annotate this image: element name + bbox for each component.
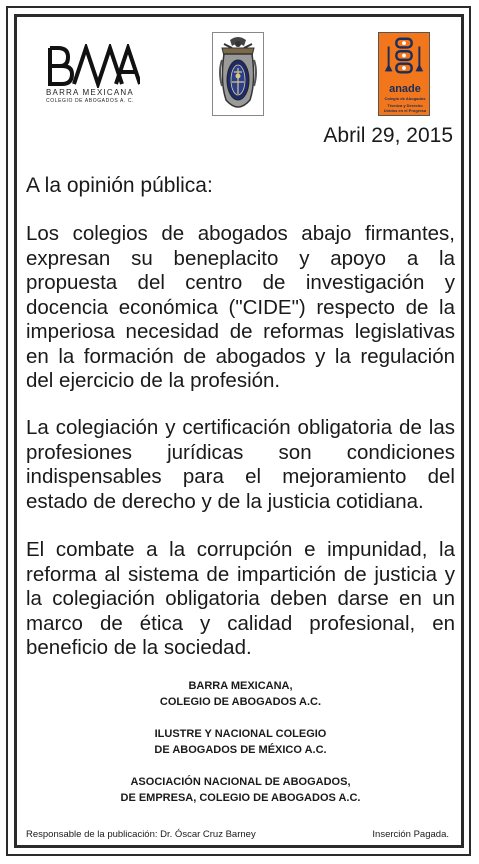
anade-chain-icon [379, 33, 429, 81]
anade-motto-1: Técnica y Derecho [387, 103, 423, 108]
signatory-incam [26, 726, 455, 758]
bma-subtitle: COLEGIO DE ABOGADOS A. C. [46, 98, 135, 104]
seal-icon [212, 32, 264, 116]
bma-monogram-icon [44, 44, 140, 88]
signatory-bma [26, 678, 455, 710]
signatory-line: ASOCIACIÓN NACIONAL DE ABOGADOS, [130, 776, 351, 788]
signatory-line: DE EMPRESA, COLEGIO DE ABOGADOS A.C. [120, 792, 361, 804]
bma-name: BARRA MEXICANA [46, 88, 134, 97]
signatory-line: COLEGIO DE ABOGADOS A.C. [159, 696, 322, 708]
salutation: A la opinión pública: [26, 174, 213, 197]
anade-logo [378, 32, 430, 116]
signatory-line: ILUSTRE Y NACIONAL COLEGIO [154, 728, 327, 740]
signatory-line: DE ABOGADOS DE MÉXICO A.C. [154, 744, 327, 756]
paragraph-3: El combate a la corrupción e impunidad, la reforma al sistema de impartición de justicia y la colegiación obligatoria deben darse en un marco de ética y calidad profesional, en beneficio de la sociedad. [26, 538, 455, 659]
anade-motto-2: Unidos en el Progreso [383, 108, 427, 113]
signatory-anade [26, 774, 455, 806]
paid-insertion-note: Inserción Pagada. [372, 829, 449, 840]
anade-name: anade [389, 83, 421, 95]
publication-date: Abril 29, 2015 [323, 124, 453, 147]
signatories [26, 678, 455, 806]
anade-badge [378, 32, 430, 116]
bma-logo [44, 44, 140, 106]
paragraph-1: Los colegios de abogados abajo firmantes, expresan su beneplacito y apoyo a la propuesta del centro de investigación y docencia económica ("CIDE") respecto de la imperiosa necesidad de reformas legislativas en la formación de abogados y la regulación del ejercicio de la profesión. [26, 222, 455, 392]
ilustre-colegio-seal [212, 32, 264, 116]
signatory-line: BARRA MEXICANA, [188, 680, 293, 692]
publication-responsible: Responsable de la publicación: Dr. Óscar Cruz Barney [26, 829, 256, 840]
paragraph-2: La colegiación y certificación obligatoria de las profesiones jurídicas son condiciones indispensables para el mejoramiento del estado de derecho y de la justicia cotidiana. [26, 416, 455, 513]
anade-subtitle: Colegio de Abogados [384, 96, 426, 101]
